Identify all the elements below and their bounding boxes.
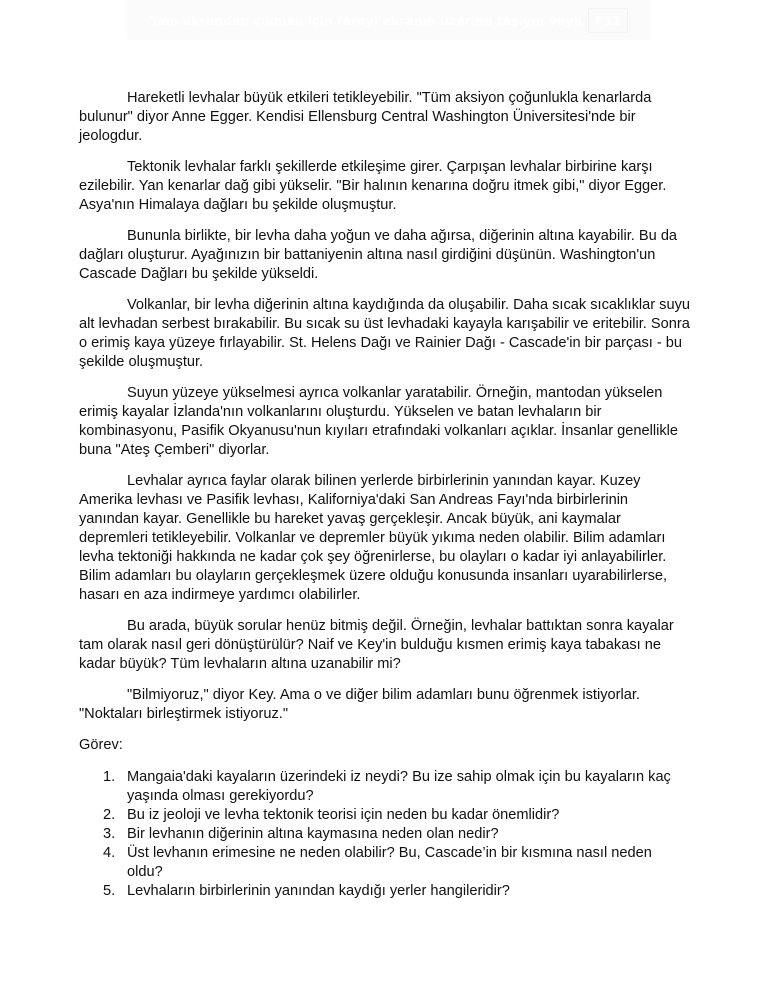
task-item bbox=[103, 806, 691, 825]
paragraph-open-questions: Bu arada, büyük sorular henüz bitmiş değil. Örneğin, levhalar battıktan sonra kayalar tam olarak nasıl geri dönüştürülür? Naif ve Key'in bulduğu kısmen erimiş kaya tabakası ne kadar büyük? Tüm levhaların altına uzanabilir mi? bbox=[79, 618, 674, 672]
paragraph-rising-water-volcanoes: Suyun yüzeye yükselmesi ayrıca volkanlar yaratabilir. Örneğin, mantodan yükselen erimiş kayalar İzlanda'nın volkanlarını oluşturdu. Yükselen ve batan levhaların bir kombinasyonu, Pasifik Okyanusu'nun kıyıları etrafındaki volkanları açıklar. İnsanlar genellikle buna "Ateş Çemberi" diyorlar. bbox=[79, 385, 678, 458]
paragraph-connect-dots: "Bilmiyoruz," diyor Key. Ama o ve diğer bilim adamları bunu öğrenmek istiyorlar. "Noktaları birleştirmek istiyoruz." bbox=[79, 687, 640, 722]
f11-key-hint: F11 bbox=[588, 8, 628, 33]
task-number: 2. bbox=[103, 807, 116, 823]
task-heading: Görev: bbox=[79, 737, 123, 753]
task-number: 4. bbox=[103, 845, 116, 861]
task-item bbox=[103, 844, 691, 882]
paragraph-subduction-mountains: Bununla birlikte, bir levha daha yoğun ve daha ağırsa, diğerinin altına kayabilir. Bu da dağları oluşturur. Ayağınızın bir battaniyenin altına nasıl girdiğini düşünün. Washington'un Cascade Dağları bu şekilde yükseldi. bbox=[79, 228, 678, 282]
task-text: Levhaların birbirlerinin yanından kaydığı yerler hangileridir? bbox=[127, 883, 510, 899]
task-text: Mangaia'daki kayaların üzerindeki iz neydi? Bu ize sahip olmak için bu kayaların kaç yaşında olması gerekiyordu? bbox=[127, 769, 671, 804]
task-number: 1. bbox=[103, 769, 116, 785]
task-text: Bu iz jeoloji ve levha tektonik teorisi için neden bu kadar önemlidir? bbox=[127, 807, 560, 823]
paragraph-plate-collisions: Tektonik levhalar farklı şekillerde etkileşime girer. Çarpışan levhalar birbirine karşı ezilebilir. Yan kenarlar dağ gibi yükselir. "Bir halının kenarına doğru itmek gibi," diyor Egger. Asya'nın Himalaya dağları bu şekilde oluşmuştur. bbox=[79, 159, 667, 213]
paragraph-plate-effects: Hareketli levhalar büyük etkileri tetikleyebilir. "Tüm aksiyon çoğunlukla kenarlarda bulunur" diyor Anne Egger. Kendisi Ellensburg Central Washington Üniversitesi'nde bir jeologdur. bbox=[79, 90, 652, 144]
task-list bbox=[79, 768, 691, 901]
task-item bbox=[103, 825, 691, 844]
task-text: Bir levhanın diğerinin altına kaymasına neden olan nedir? bbox=[127, 826, 499, 842]
task-text: Üst levhanın erimesine ne neden olabilir? Bu, Cascade’in bir kısmına nasıl neden oldu? bbox=[127, 845, 652, 880]
task-number: 5. bbox=[103, 883, 116, 899]
task-number: 3. bbox=[103, 826, 116, 842]
paragraph-subduction-volcanoes: Volkanlar, bir levha diğerinin altına kaydığında da oluşabilir. Daha sıcak sıcaklıklar suyu alt levhadan serbest bırakabilir. Bu sıcak su üst levhadaki kayayla karışabilir ve eritebilir. Sonra o erimiş kaya yüzeye fırlayabilir. St. Helens Dağı ve Rainier Dağı - Cascade'in bir parçası - bu şekilde oluşmuştur. bbox=[79, 297, 690, 370]
paragraph-faults: Levhalar ayrıca faylar olarak bilinen yerlerde birbirlerinin yanından kayar. Kuzey Amerika levhası ve Pasifik levhası, Kaliforniya'daki San Andreas Fayı'nda birbirlerinin yanından kayar. Genellikle bu hareket yavaş gerçekleşir. Ancak büyük, ani kaymalar depremleri tetikleyebilir. Volkanlar ve depremler büyük yıkıma neden olabilir. Bilim adamları levha tektoniği hakkında ne kadar çok şey öğrenirlerse, bu olayları o kadar iyi anlayabilirler. Bilim adamları bu olayların gerçekleşmek üzere olduğu konusunda insanları uyarabilirlerse, hasarı en aza indirmeye yardımcı olabilirler. bbox=[79, 473, 668, 603]
document-page bbox=[79, 89, 691, 901]
fullscreen-exit-notification bbox=[127, 0, 651, 40]
task-item bbox=[103, 882, 691, 901]
task-item bbox=[103, 768, 691, 806]
fullscreen-message: Tam ekrandan çıkmak için fareyi ekranın üzerine taşıyın veya bbox=[150, 12, 583, 28]
